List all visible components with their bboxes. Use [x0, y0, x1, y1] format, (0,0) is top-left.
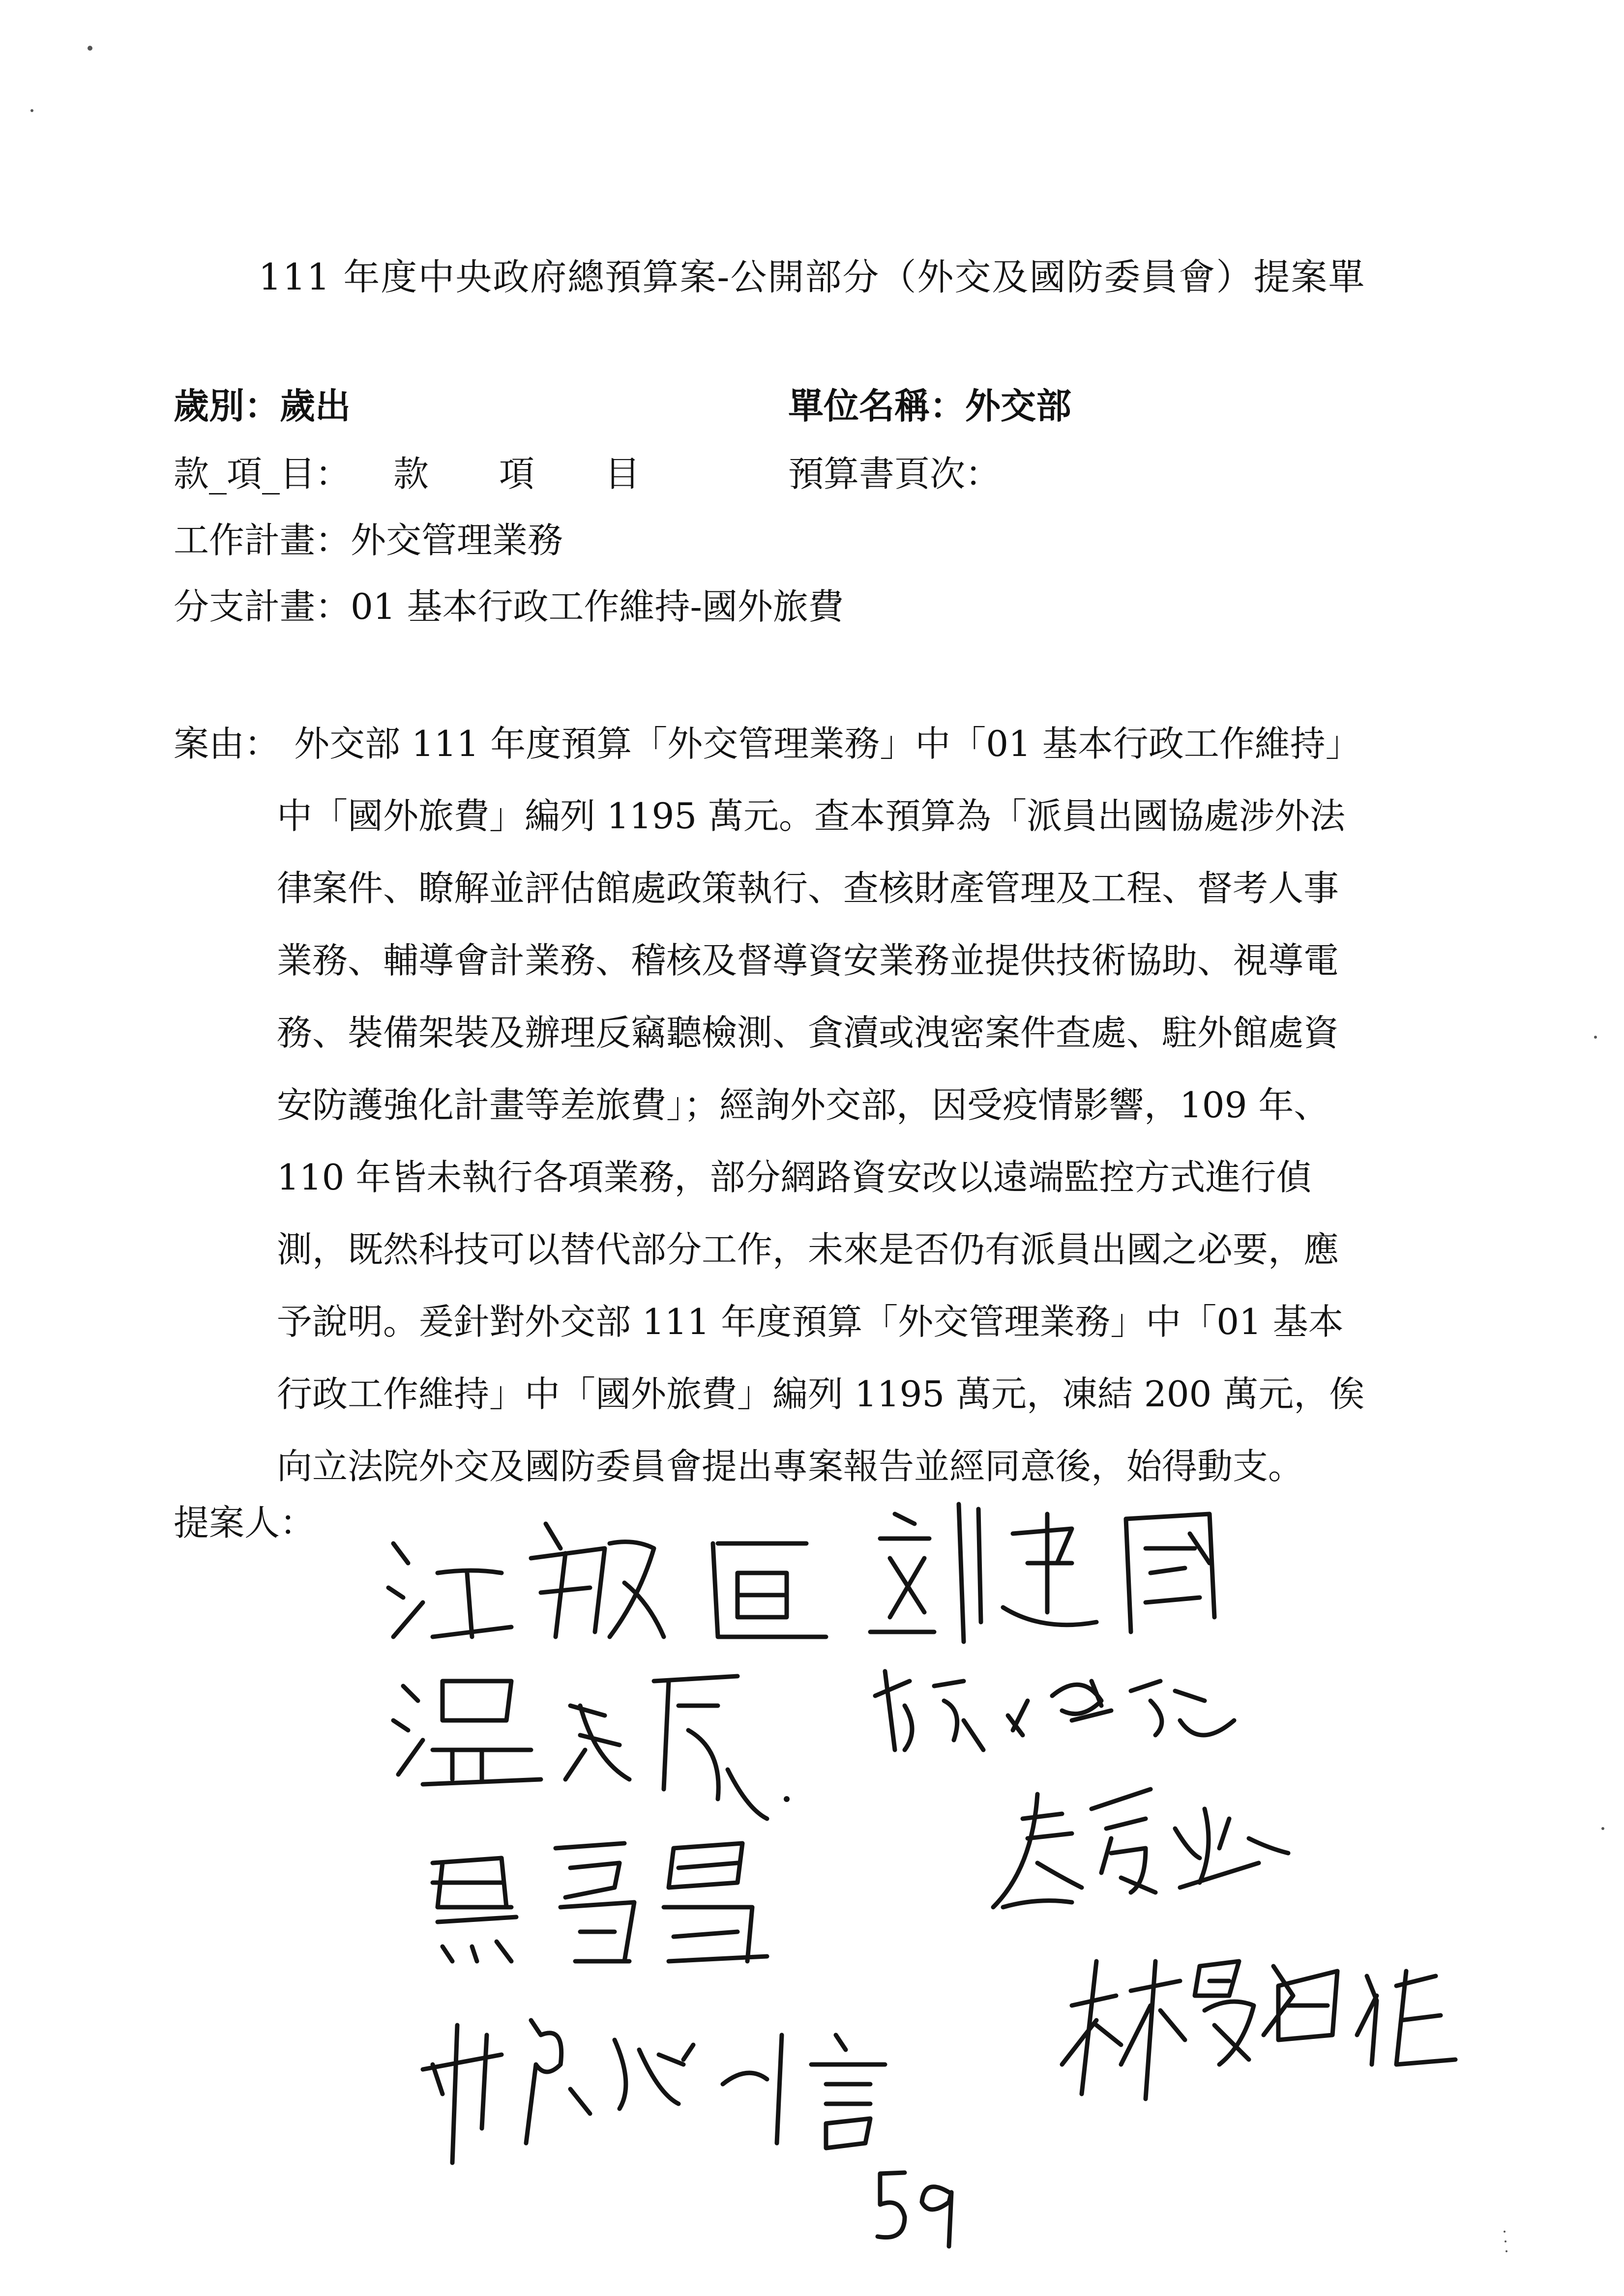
item-value: 款 項 目 [393, 453, 670, 494]
case-line: 安防護強化計畫等差旅費」；經詢外交部，因受疫情影響，109 年、 [277, 1084, 1329, 1126]
item-label: 款_項_目： [174, 453, 351, 494]
case-line: 業務、輔導會計業務、稽核及督導資安業務並提供技術協助、視導電 [277, 940, 1339, 981]
case-line: 外交部 111 年度預算「外交管理業務」中「01 基本行政工作維持」 [294, 723, 1361, 764]
branch-plan-field: 分支計畫：01 基本行政工作維持-國外旅費 [174, 586, 844, 627]
document-title: 111 年度中央政府總預算案-公開部分（外交及國防委員會）提案單 [258, 256, 1366, 298]
case-line: 律案件、瞭解並評估館處政策執行、查核財產管理及工程、督考人事 [277, 868, 1339, 909]
case-line: 測，既然科技可以替代部分工作，未來是否仍有派員出國之必要，應 [277, 1229, 1339, 1270]
case-line: 予說明。爰針對外交部 111 年度預算「外交管理業務」中「01 基本 [277, 1301, 1344, 1342]
unit-field: 單位名稱：外交部 [788, 385, 1072, 427]
case-line: 110 年皆未執行各項業務，部分網路資安改以遠端監控方式進行偵 [277, 1157, 1312, 1198]
page-reference-field: 預算書頁次： [788, 453, 1001, 494]
case-line: 行政工作維持」中「國外旅費」編列 1195 萬元，凍結 200 萬元，俟 [277, 1373, 1365, 1415]
case-line: 中「國外旅費」編列 1195 萬元。查本預算為「派員出國協處涉外法 [277, 795, 1346, 837]
work-plan-field: 工作計畫：外交管理業務 [174, 520, 563, 561]
case-label: 案由： [174, 723, 280, 764]
case-line: 向立法院外交及國防委員會提出專案報告並經同意後，始得動支。 [277, 1446, 1304, 1487]
proposer-label: 提案人： [174, 1502, 316, 1543]
category-field: 歲別：歲出 [174, 385, 351, 427]
case-line: 務、裝備架裝及辦理反竊聽檢測、貪瀆或洩密案件查處、駐外館處資 [277, 1012, 1339, 1053]
